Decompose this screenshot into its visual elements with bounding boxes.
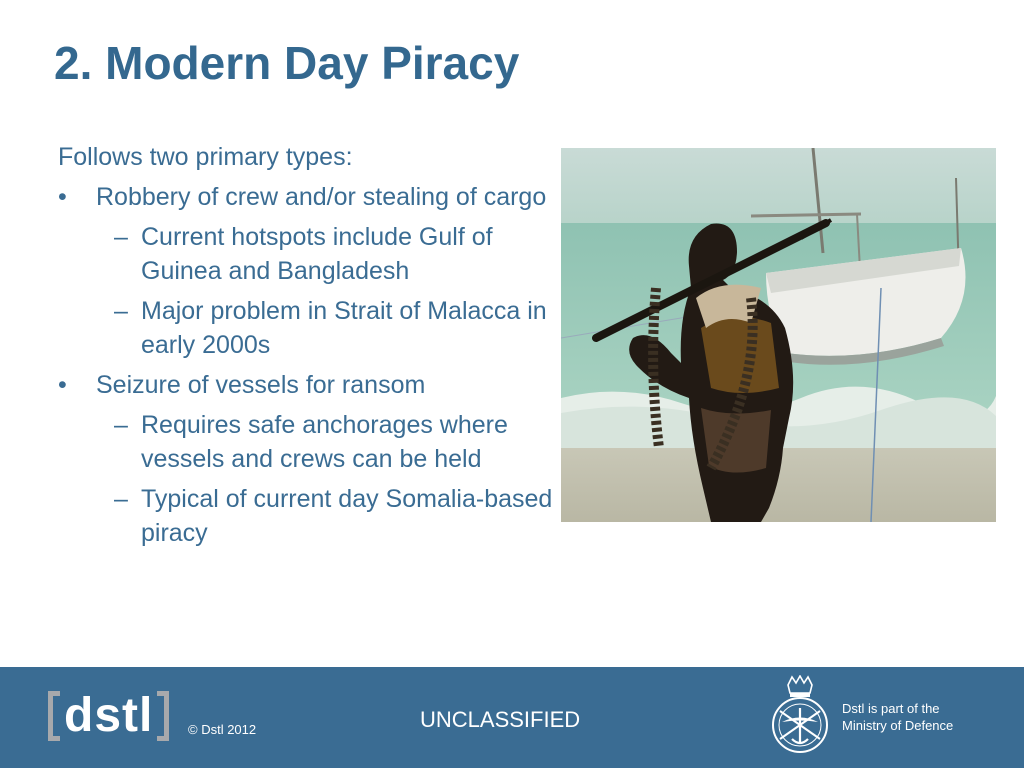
sub-bullet-item: [58, 294, 553, 362]
footer-bar: [0, 667, 1024, 768]
dash-marker: –: [114, 485, 128, 513]
dstl-logo: [48, 687, 169, 745]
bullet-item: [58, 180, 553, 214]
dash-marker: –: [114, 411, 128, 439]
copyright-text: © Dstl 2012: [188, 722, 257, 737]
mod-line-2: Ministry of Defence: [842, 718, 954, 733]
classification-label: UNCLASSIFIED: [420, 707, 581, 732]
dash-marker: –: [114, 223, 128, 251]
bullet-text: Robbery of crew and/or stealing of cargo: [96, 183, 547, 211]
mod-line-1: Dstl is part of the: [842, 701, 940, 716]
intro-text: Follows two primary types:: [58, 143, 353, 171]
sub-bullet-text: Current hotspots include Gulf of Guinea and Bangladesh: [141, 223, 493, 285]
bullet-marker: •: [58, 371, 67, 399]
sub-bullet-text: Typical of current day Somalia-based piracy: [141, 485, 553, 547]
sub-bullet-item: [58, 220, 553, 288]
sub-bullet-text: Requires safe anchorages where vessels and crews can be held: [141, 411, 508, 473]
mod-crest-icon: [768, 675, 832, 757]
logo-bracket-left: [48, 691, 60, 741]
bullet-marker: •: [58, 183, 67, 211]
logo-text: dstl: [64, 689, 154, 742]
dash-marker: –: [114, 297, 128, 325]
sub-bullet-item: [58, 408, 553, 476]
mod-statement: [842, 700, 992, 734]
sub-bullet-item: [58, 482, 553, 550]
pirate-photo: [561, 148, 996, 522]
slide-body: [58, 140, 553, 556]
slide-title: 2. Modern Day Piracy: [54, 37, 520, 89]
bullet-text: Seizure of vessels for ransom: [96, 371, 426, 399]
bullet-item: [58, 368, 553, 402]
logo-bracket-right: [157, 691, 169, 741]
sub-bullet-text: Major problem in Strait of Malacca in early 2000s: [141, 297, 547, 359]
